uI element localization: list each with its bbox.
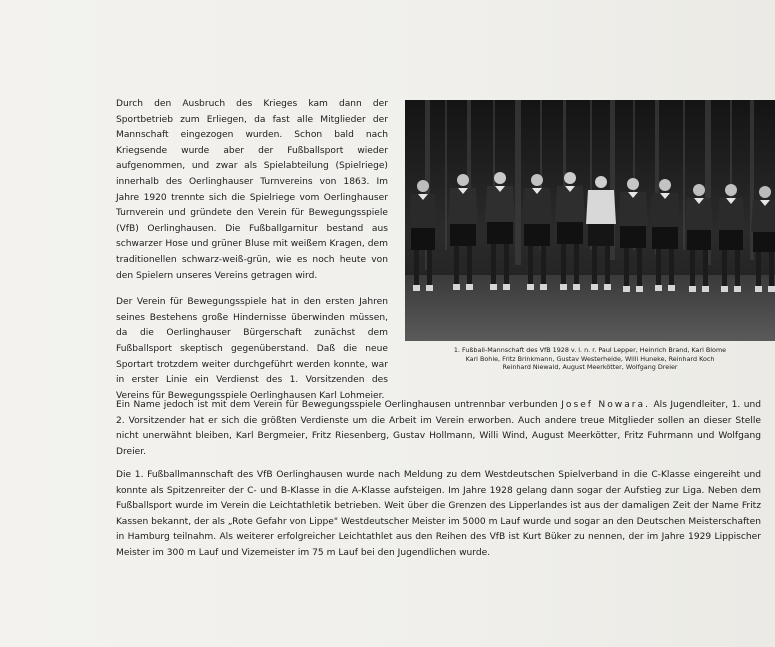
caption-line-1: 1. Fußball-Mannschaft des VfB 1928 v. l. n. r. Paul Lepper, Heinrich Brand, Karl Blome xyxy=(453,346,727,354)
caption-line-3: Reinhard Niewald, August Meerkötter, Wolfgang Dreier xyxy=(502,363,678,372)
paragraph-early-years: Der Verein für Bewegungsspiele hat in den ersten Jahren seines Bestehens große Hindernisse überwinden müssen, da die Oerlinghauser Bürgerschaft zunächst dem Fußballsport skeptisch gegenüberstand. Daß die neue Sportart trotzdem weiter durchgeführt werden konnte, war in erster Linie ein Verdienst des 1. Vorsitzenden des Vereins für Bewegungsspiele Oerlinghausen Karl Lohmeier. xyxy=(116,297,388,401)
paragraph-team-athletics xyxy=(116,468,761,562)
team-photo-1928 xyxy=(405,100,775,341)
paragraph-3-body: Als Jugendleiter, 1. und 2. Vorsitzender hat er sich die größten Verdienste um die Arbeit im Verein erworben. Auch andere treue Mitglieder sollen an dieser Stelle nicht unerwähnt bleiben, Karl Bergmeier, Fritz Riesenberg, Gustav Hollmann, Willi Wind, August Meerkötter, Fritz Fuhrmann und Wolfgang Dreier. xyxy=(116,400,761,457)
paragraph-war-history: Durch den Ausbruch des Krieges kam dann der Sportbetrieb zum Erliegen, da fast alle Mitglieder der Mannschaft eingezogen wurden. Schon bald nach Kriegsende wurde aber der Fußballsport wieder aufgenommen, und zwar als Spielabteilung (Spielriege) innerhalb des Oerlinghauser Turnvereins von 1863. Im Jahre 1920 trennte sich die Spielriege vom Oerlinghauser Turnverein und gründete den Verein für Bewegungsspiele (VfB) Oerlinghausen. Die Fußballgarnitur bestand aus schwarzer Hose und grüner Bluse mit weißem Kragen, dem traditionellen schwarz-weiß-grün, wie es noch heute von den Spielern unseres Vereins getragen wird. xyxy=(116,99,388,281)
caption-line-2: Karl Bohle, Fritz Brinkmann, Gustav Westerheide, Willi Huneke, Reinhard Koch xyxy=(465,354,715,363)
team-photo-illustration xyxy=(405,100,775,341)
left-text-column xyxy=(116,97,388,415)
photo-caption xyxy=(405,346,775,372)
paragraph-josef-nowara xyxy=(116,398,761,460)
paragraph-4-text: Die 1. Fußballmannschaft des VfB Oerlinghausen wurde nach Meldung zu dem Westdeutschen Spielverband in die C-Klasse eingereiht und konnte als Spitzenreiter der C- und B-Klasse in die A-Klasse aufsteigen. Im Jahre 1928 gelang dann sogar der Aufstieg zur Liga. Neben dem Fußballsport wurde im Verein die Leichtathletik betrieben. Weit über die Grenzen des Lipperlandes ist aus der damaligen Zeit der Name Fritz Kassen bekannt, der als „Rote Gefahr von Lippe" Westdeutscher Meister im 5000 m Lauf wurde und sogar an den Deutschen Meisterschaften in Hamburg teilnahm. Als weiterer erfolgreicher Leichtathlet aus den Reihen des VfB ist Kurt Büker zu nennen, der im Jahre 1929 Lippischer Meister im 300 m Lauf und Vizemeister im 75 m Lauf bei den Jugendlichen wurde. xyxy=(116,470,761,558)
paragraph-3-intro: Ein Name jedoch ist mit dem Verein für Bewegungsspiele Oerlinghausen untrennbar verbunden xyxy=(116,400,558,410)
person-name-josef-nowara: Josef Nowara. xyxy=(561,400,651,410)
